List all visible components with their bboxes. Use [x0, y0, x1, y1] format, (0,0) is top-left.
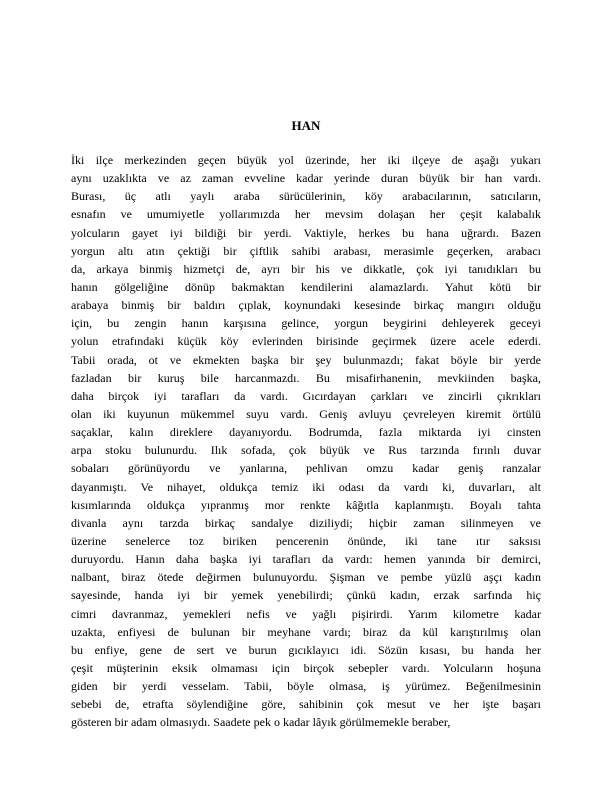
paragraph-line: bu enfiye, gene de sert ve burun gıcıklayıcı idi. Sözün kısası, bu handa her [71, 642, 541, 657]
paragraph-line: dayanmıştı. Ve nihayet, oldukça temiz iki odası da vardı ki, duvarları, alt [71, 479, 541, 494]
paragraph-line: uzakta, enfiyesi de bulunan bir meyhane vardı; biraz da kül karıştırılmış olan [71, 624, 541, 639]
paragraph-line: cimri davranmaz, yemekleri nefis ve yağlı pişirirdi. Yarım kilometre kadar [71, 606, 541, 621]
paragraph-line: sayesinde, handa iyi bir yemek yenebilirdi; çünkü kadın, erzak sarfında hiç [71, 588, 541, 603]
paragraph-line: çeşit müşterinin eksik olmaması için birçok sebepler vardı. Yolcuların hoşuna [71, 660, 541, 675]
paragraph-line: saçaklar, kalın direklere dayanıyordu. Bodrumda, fazla miktarda iyi cinsten [71, 425, 541, 440]
paragraph-line: üzerine senelerce toz biriken pencerenin önünde, iki tane ıtır saksısı [71, 533, 541, 548]
paragraph-line: için, bu zengin hanın karşısına gelince, yorgun beygirini dehleyerek geceyi [71, 316, 541, 331]
paragraph-line: hanın gölgeliğine dönüp bakmaktan kendilerini alamazlardı. Yahut kötü bir [71, 279, 541, 294]
paragraph-line: da, arkaya binmiş hizmetçi de, ayrı bir his ve dikkatle, çok iyi tanıdıkları bu [71, 261, 541, 276]
paragraph-line: olan iki kuyunun mükemmel suyu vardı. Geniş avluyu çevreleyen kiremit örtülü [71, 406, 541, 421]
document-body [71, 151, 541, 732]
paragraph-line: kısımlarında oldukça yıpranmış mor renkte kâğıtla kaplanmıştı. Boyalı tahta [71, 497, 541, 512]
paragraph-line: Burası, üç atlı yaylı araba sürücülerinin, köy arabacılarının, satıcıların, [71, 189, 541, 204]
paragraph-line: İki ilçe merkezinden geçen büyük yol üzerinde, her iki ilçeye de aşağı yukarı [71, 153, 541, 167]
paragraph-line: aynı uzaklıkta ve az zaman evveline kadar yerinde duran büyük bir han vardı. [71, 171, 541, 186]
paragraph-line: fazladan bir kuruş bile harcanmazdı. Bu misafirhanenin, mevkiinden başka, [71, 370, 541, 385]
paragraph-line: sebebi de, etrafta söylendiğine göre, sahibinin çok mesut ve her işte başarı [71, 697, 541, 712]
paragraph-line: nalbant, biraz ötede değirmen bulunuyordu. Şişman ve pembe yüzlü aşçı kadın [71, 570, 541, 585]
paragraph-line: arabaya binmiş bir baldırı çıplak, koynundaki kesesinde birkaç mangırı olduğu [71, 298, 541, 313]
paragraph-line: duruyordu. Hanın daha başka iyi tarafları da vardı: hemen yanında bir demirci, [71, 552, 541, 567]
paragraph-line: esnafın ve umumiyetle yollarımızda her mevsim dolaşan her çeşit kalabalık [71, 207, 541, 222]
paragraph-line: sobaları görünüyordu ve yanlarına, pehlivan omzu kadar geniş ranzalar [71, 461, 541, 476]
paragraph-line: giden bir yerdi vesselam. Tabii, böyle olmasa, iş yürümez. Beğenilmesinin [71, 679, 541, 694]
paragraph-line: divanla aynı tarzda birkaç sandalye diziliydi; hiçbir zaman silinmeyen ve [71, 515, 541, 530]
paragraph-line: arpa stoku bulunurdu. Ilık sofada, çok büyük ve Rus tarzında fırınlı duvar [71, 443, 541, 458]
paragraph-line: yolun etrafındaki küçük köy evlerinden birisinde geçirmek üzere acele ederdi. [71, 334, 541, 349]
paragraph-line: gösteren bir adam olmasıydı. Saadete pek o kadar lâyık görülmemekle beraber, [71, 715, 451, 730]
paragraph-line: daha birçok iyi tarafları da vardı. Gıcırdayan çarkları ve zincirli çıkrıkları [71, 388, 541, 403]
paragraph-line: Tabii orada, ot ve ekmekten başka bir şey bulunmazdı; fakat böyle bir yerde [71, 352, 541, 367]
document-title: HAN [291, 118, 321, 133]
paragraph-line: yorgun altı atın çektiği bir çiftlik sahibi arabası, merasimle geçerken, arabacı [71, 243, 541, 258]
paragraph-line: yolcuların gayet iyi bildiği bir yerdi. Vaktiyle, herkes bu hana uğrardı. Bazen [71, 225, 541, 240]
